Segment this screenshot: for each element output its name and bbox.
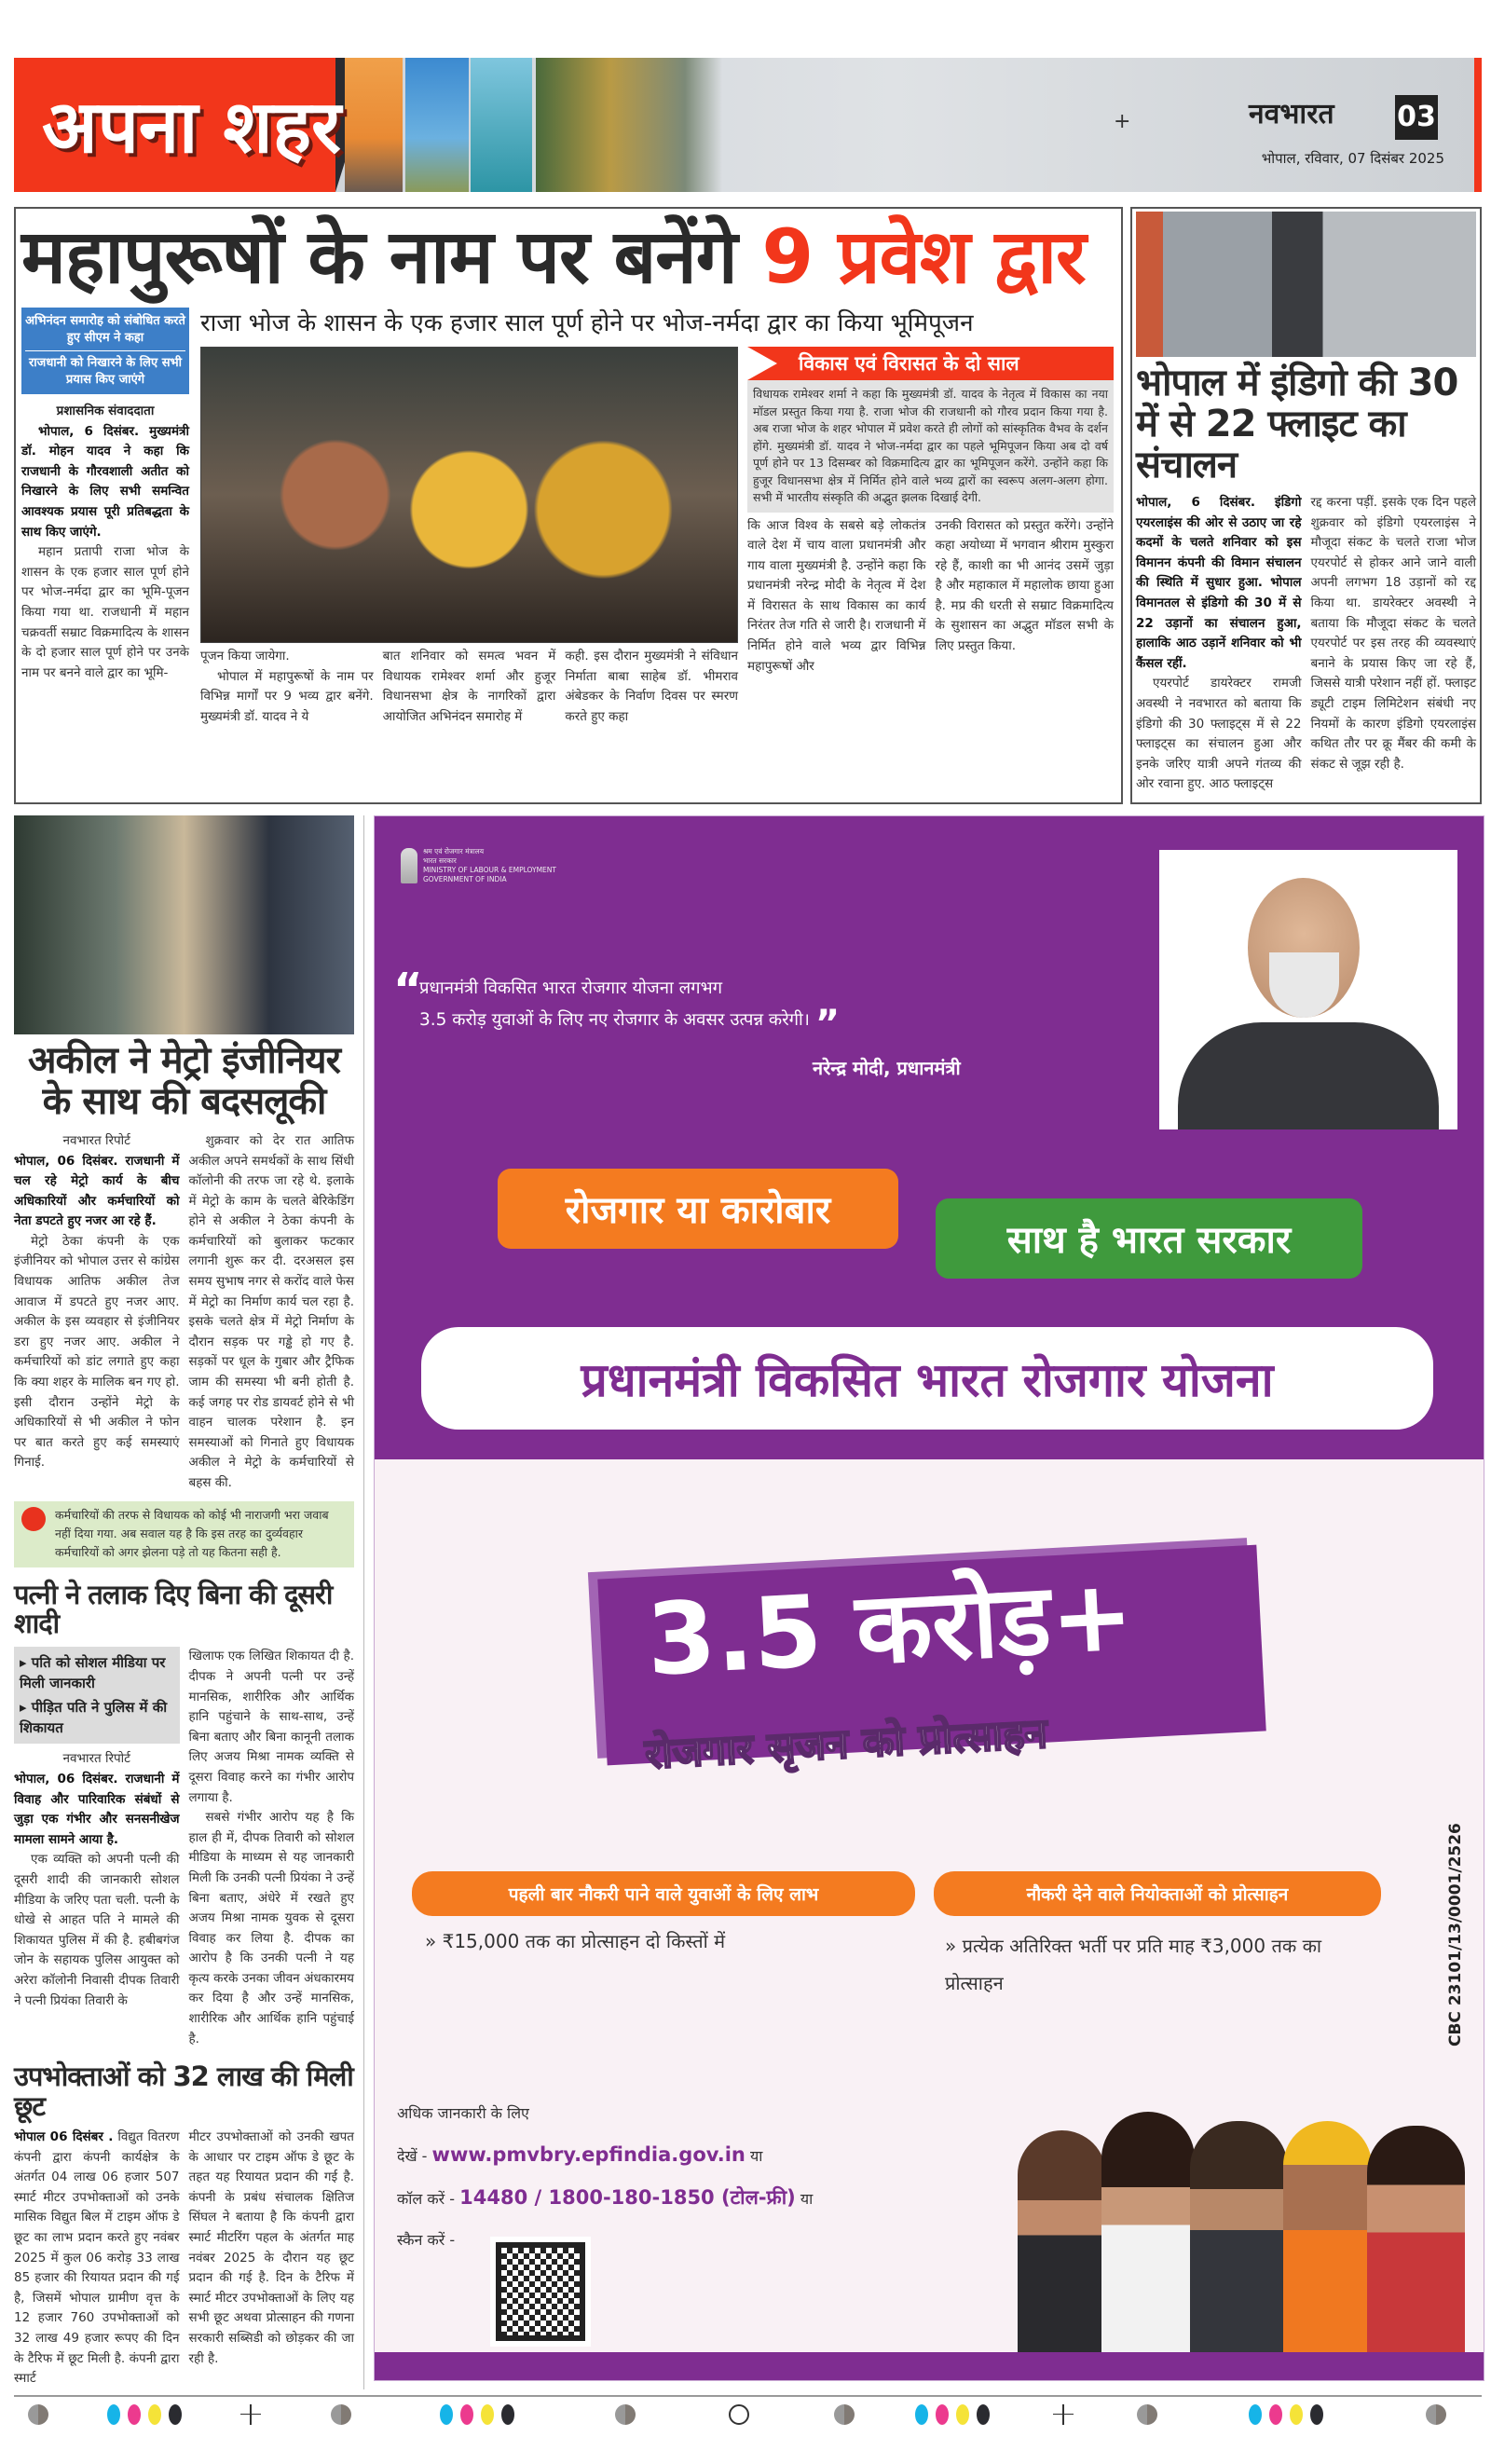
pm-modi-photo xyxy=(1159,850,1457,1129)
lead-intro: भोपाल, 6 दिसंबर. मुख्यमंत्री डॉ. मोहन यादव ने कहा कि राजधानी के गौरवशाली अतीत को निखारने के लिए सभी समन्वित आवश्यक प्रयास पूरी प्रतिबद्धता के साथ किए जाएंगे. xyxy=(21,423,189,540)
close-quote-icon: ” xyxy=(814,1002,841,1046)
development-box-header xyxy=(747,347,1114,380)
kicker-1: अभिनंदन समारोह को संबोधित करते हुए सीएम ने कहा xyxy=(25,313,185,351)
marriage-columns xyxy=(14,1647,354,2049)
marriage-col-2 xyxy=(189,1647,355,2049)
lead-body xyxy=(21,308,1114,727)
info-heading: अधिक जानकारी के लिए xyxy=(397,2103,529,2122)
lead-body-sidebar xyxy=(21,402,189,683)
marriage-para: सबसे गंभीर आरोप यह है कि हाल ही में, दीपक तिवारी को सोशल मीडिया के माध्यम से यह जानकारी मिली कि उनकी पत्नी प्रियंका ने उन्हें बिना बताए, अंधेरे में रखते हुए अजय मिश्रा नामक युवक से दूसरा विवाह कर लिया है. दीपक का आरोप है कि उनकी पत्नी ने यह कृत्य करके उनका जीवन अंधकारमय कर दिया है और उन्हें मानसिक, शारीरिक और आर्थिक हानि पहुंचाई है. xyxy=(188,1810,354,2046)
color-mark-icon xyxy=(1310,2404,1323,2425)
development-box-column xyxy=(747,347,1114,677)
development-box-title: विकास एवं विरासत के दो साल xyxy=(799,352,1019,375)
bullet-item: ▸ पति को सोशल मीडिया पर मिली जानकारी xyxy=(20,1654,166,1692)
gray-mark-icon xyxy=(28,2404,48,2425)
indigo-para: एयरपोर्ट डायरेक्टर रामजी अवस्थी ने नवभारत को बताया कि इंडिगो की 30 फ्लाइट्स में से 22 फ्लाइट्स का संचालन हुआ और इनके जरिए यात्री अपने गंतव्य की ओर रवाना हुए. आठ फ्लाइट्स xyxy=(1136,676,1302,792)
gray-mark-icon xyxy=(834,2404,855,2425)
lead-headline xyxy=(21,213,1114,300)
bullet-text: पीड़ित पति ने पुलिस में की शिकायत xyxy=(20,1699,168,1737)
color-mark-icon xyxy=(481,2404,494,2425)
color-mark-icon xyxy=(107,2404,120,2425)
or-text: या xyxy=(749,2146,763,2165)
benefit-1-title: पहली बार नौकरी पाने वाले युवाओं के लिए लाभ xyxy=(412,1871,915,1916)
website-line xyxy=(397,2134,1003,2177)
phone-line xyxy=(397,2177,1003,2220)
lead-kicker-box xyxy=(21,308,189,394)
lead-photo-column xyxy=(200,347,738,727)
open-quote-icon: “ xyxy=(393,963,423,1016)
lead-para: महान प्रतापी राजा भोज के शासन के एक हजार साल पूर्ण होने पर भोज-नर्मदा द्वार का भूमि-पूजन किया गया था. राजधानी में महान चक्रवर्ती सम्राट विक्रमादित्य के शासन के दो हजार साल पूर्ण होने पर उनके नाम पर बनने वाले द्वार का भूमि- xyxy=(21,544,189,680)
lead-col-5: उनकी विरासत को प्रस्तुत करेंगे। उन्होंने कहा अयोध्या में भगवान श्रीराम मुस्कुरा रहे हैं, काशी का भी आनंद उसमें जुड़ा है और महाकाल में महालोक छाया हुआ है. मप्र की धरती से सम्राट विक्रमादित्य के सुशासन का अद्भुत मॉडल सभी के लिए प्रस्तुत किया. xyxy=(935,517,1114,654)
lead-main-columns xyxy=(200,347,1114,727)
quote-line: प्रधानमंत्री विकसित भारत रोजगार योजना लगभग xyxy=(419,978,723,998)
lead-headline-dark: महापुरूषों के नाम पर बनेंगे xyxy=(21,213,737,300)
power-columns xyxy=(14,2128,354,2389)
gray-mark-icon xyxy=(615,2404,636,2425)
ad-footer-stripe xyxy=(375,2352,1484,2381)
color-mark-icon xyxy=(460,2404,473,2425)
gray-mark-icon xyxy=(1137,2404,1157,2425)
crosshair-icon xyxy=(1053,2404,1074,2425)
color-mark-icon xyxy=(128,2404,141,2425)
column-rule xyxy=(363,815,364,2389)
cm-felicitation-photo xyxy=(200,347,738,643)
metro-columns xyxy=(14,1131,354,1494)
bullet-text: पति को सोशल मीडिया पर मिली जानकारी xyxy=(20,1654,166,1692)
lead-col-1 xyxy=(200,647,374,727)
indigo-col-1 xyxy=(1136,493,1302,795)
lead-subheadline: राजा भोज के शासन के एक हजार साल पूर्ण होने पर भोज-नर्मदा द्वार का किया भूमिपूजन xyxy=(200,309,974,337)
youth-group-photo xyxy=(1018,2112,1465,2356)
marriage-para: एक व्यक्ति को अपनी पत्नी की दूसरी शादी की जानकारी सोशल मीडिया के जरिए पता चली. पत्नी के धोखे से आहत पति ने मामले की शिकायत पुलिस में की है. हबीबगंज जोन के सहायक पुलिस आयुक्त को अरेरा कॉलोनी निवासी दीपक तिवारी ने पत्नी प्रियंका तिवारी के xyxy=(14,1852,180,2008)
power-para: विद्युत वितरण कंपनी द्वारा कंपनी कार्यक्षेत्र के अंतर्गत 04 लाख 06 हजार 507 स्मार्ट मीटर उपभोक्ताओं को उनके मासिक विद्युत बिल में टाइम ऑफ डे छूट का लाभ प्रदान करते हुए नवंबर 2025 में कुल 06 करोड़ 33 लाख 85 हजार की रियायत प्रदान की गई है, जिसमें भोपाल ग्रामीण वृत्त के 12 हजार 760 उपभोक्ताओं को 32 लाख 49 हजार रूपए की दिन के टैरिफ में छूट मिली है. कंपनी द्वारा स्मार्ट xyxy=(14,2129,180,2387)
temple-photo xyxy=(536,58,722,192)
indigo-col-2: रद्द करना पड़ीं. इसके एक दिन पहले शुक्रवार को इंडिगो एयरलाइंस ने मौजूदा संकट के चलते राजा भोज एयरपोर्ट से होकर आने जाने वाली अपनी लगभग 18 उड़ानों को रद्द किया था. डायरेक्टर अवस्थी ने बताया कि मौजूदा संकट के चलते एयरपोर्ट पर इस तरह की व्यवस्थाएं बनाने के प्रयास किए जा रहे हैं, जिससे यात्री परेशान नहीं हों. फ्लाइट ड्यूटी टाइम लिमिटेशन संबंधी नए नियमों के कारण इंडिगो एयरलाइंस कथित तौर पर क्रू मैंबर की कमी के संकट से जूझ रही है. xyxy=(1310,495,1476,772)
see-label: देखें - xyxy=(397,2146,428,2165)
pill-bharat-sarkar: साथ है भारत सरकार xyxy=(936,1198,1362,1279)
cbc-code: CBC 23101/13/0001/2526 xyxy=(1446,1823,1465,2046)
ministry-hi: भारत सरकार xyxy=(423,856,457,865)
bullet-item: ▸ पीड़ित पति ने पुलिस में की शिकायत xyxy=(20,1699,168,1737)
masthead xyxy=(14,58,1482,192)
col-text: भोपाल में महापुरूषों के नाम पर विभिन्न मार्गों पर 9 भव्य द्वार बनेंगे. मुख्यमंत्री डॉ. यादव ने ये xyxy=(200,668,374,724)
quote-line xyxy=(419,1002,1146,1046)
color-mark-icon xyxy=(1290,2404,1303,2425)
left-column xyxy=(14,815,354,2389)
development-box-text: विधायक रामेश्वर शर्मा ने कहा कि मुख्यमंत्री डॉ. यादव के नेतृत्व में विकास का नया मॉडल प्रस्तुत किया गया है. राजा भोज की राजधानी को गौरव प्रदान किया गया है. अब राजा भोज के शहर भोपाल में प्रवेश करते ही लोगों को सांस्कृतिक वैभव के दर्शन होंगे. मुख्यमंत्री डॉ. यादव ने भोज-नर्मदा द्वार का पहले भूमिपूजन किया अब दो वर्ष पूर्ण होने पर 13 दिसम्बर को विक्रमादित्य द्वार का भूमिपूजन करेंगे. उन्होंने कहा कि हुजूर विधानसभा क्षेत्र में निर्मित होने वाले भव्य द्वारों का स्वरूप अलग-अलग होगा. सभी में भारतीय संस्कृति की अद्भुत झलक दिखाई देगी. xyxy=(747,380,1114,513)
crosshair-icon xyxy=(240,2404,261,2425)
statue-photo xyxy=(345,58,403,192)
metro-col-2: शुक्रवार को देर रात आतिफ अकील अपने समर्थकों के साथ सिंधी कॉलोनी की तरफ जा रहे थे. इलाके में मेट्रो के काम के चलते बेरिकेडिंग होने से अकील ने ठेका कंपनी के कर्मचारियों को बुलाकर फटकार लगानी शुरू कर दी. दरअसल इस समय सुभाष नगर से करोंद वाले फेस में मेट्रो का निर्माण कार्य चल रहा है. इसके चलते क्षेत्र में मेट्रो निर्माण के दौरान सड़क पर गड्ढे हो गए है. सड़कों पर धूल के गुबार और ट्रैफिक जाम की समस्या भी बनी होती है. कई जगह पर रोड डायवर्ट होने से भी वाहन चालक परेशान है. इन समस्याओं को गिनाते हुए विधायक अकील ने मेट्रो के कर्मचारियों से बहस की. xyxy=(188,1132,354,1490)
masthead-edge xyxy=(1474,58,1482,192)
ministry-logo-text xyxy=(423,847,556,884)
benefit-1-text: » ₹15,000 तक का प्रोत्साहन दो किस्तों में xyxy=(425,1929,726,1952)
pill-rozgar-karobar: रोजगार या कारोबार xyxy=(498,1169,898,1249)
gray-mark-icon xyxy=(331,2404,351,2425)
color-mark-icon xyxy=(1249,2404,1262,2425)
gray-mark-icon xyxy=(1426,2404,1446,2425)
call-label: कॉल करें - xyxy=(397,2189,456,2208)
crop-mark-icon: + xyxy=(1114,110,1131,133)
big-number: 3.5 करोड़+ xyxy=(644,1557,1137,1698)
byline: नवभारत रिपोर्ट xyxy=(62,1751,130,1767)
marriage-col-1 xyxy=(14,1647,180,2011)
power-col-2: मीटर उपभोक्ताओं को उनकी खपत के आधार पर टाइम ऑफ डे छूट के तहत यह रियायत प्रदान की गई है. कंपनी के प्रबंध संचालक क्षितिज सिंघल ने बताया है कि कंपनी द्वारा स्मार्ट मीटरिंग पहल के अंतर्गत माह नवंबर 2025 के दौरान यह छूट प्रदान की गई है. दिन के टैरिफ में स्मार्ट मीटर उपभोक्ताओं के लिए यह सभी छूट अथवा प्रोत्साहन की गणना सरकारी सब्सिडी को छोड़कर की जा रही है. xyxy=(188,2129,354,2366)
phone-number[interactable]: 14480 / 1800-180-1850 (टोल-फ्री) xyxy=(459,2185,796,2209)
ministry-en: MINISTRY OF LABOUR & EMPLOYMENT xyxy=(423,865,556,874)
lead-sidebar xyxy=(21,308,189,683)
power-headline: उपभोक्ताओं को 32 लाख की मिली छूट xyxy=(14,2060,353,2123)
page-number: 03 xyxy=(1395,95,1438,140)
metro-incident-photo xyxy=(14,815,354,1034)
quote-author: नरेन्द्र मोदी, प्रधानमंत्री xyxy=(813,1056,961,1079)
lead-col-3: कही. इस दौरान मुख्यमंत्री ने संविधान निर्माता बाबा साहेब डॉ. भीमराव अंबेडकर के निर्वाण दिवस पर स्मरण करते हुए कहा xyxy=(565,649,739,724)
indigo-columns xyxy=(1136,493,1476,795)
color-mark-icon xyxy=(148,2404,161,2425)
ministry-en: GOVERNMENT OF INDIA xyxy=(423,874,507,883)
ministry-hi: श्रम एवं रोजगार मंत्रालय xyxy=(423,846,485,856)
scan-label: स्कैन करें - xyxy=(397,2230,456,2249)
metro-col-1 xyxy=(14,1131,180,1473)
lead-col-2: बात शनिवार को समत्व भवन में विधायक रामेश्वर शर्मा और हुजूर विधानसभा क्षेत्र के नागरिकों द्वारा आयोजित अभिनंदन समारोह में xyxy=(382,649,556,724)
color-mark-icon xyxy=(915,2404,928,2425)
indigo-lead: भोपाल, 6 दिसंबर. इंडिगो एयरलाइंस की ओर से उठाए जा रहे कदमों के चलते शनिवार को इस विमानन कंपनी की विमान संचालन की स्थिति में सुधार हुआ. भोपाल विमानतल से इंडिगो की 30 में से 22 उड़ानों का संचालन हुआ, हालाकि आठ उड़ानें शनिवार को भी कैंसल रहीं. xyxy=(1136,495,1302,671)
airport-photo xyxy=(1136,212,1476,357)
lead-headline-red: 9 प्रवेश द्वार xyxy=(761,213,1086,300)
power-lead: भोपाल 06 दिसंबर . xyxy=(14,2129,114,2145)
page-content xyxy=(14,207,1482,2434)
marriage-para: खिलाफ एक लिखित शिकायत दी है. दीपक ने अपनी पत्नी पर उन्हें मानसिक, शारीरिक और आर्थिक हानि पहुंचाने के साथ-साथ, उन्हें बिना बताए और बिना कानूनी तलाक लिए अजय मिश्रा नामक व्यक्ति से दूसरा विवाह करने का गंभीर आरोप लगाया है. xyxy=(188,1649,354,1805)
color-mark-icon xyxy=(169,2404,182,2425)
paper-name: नवभारत xyxy=(1249,98,1334,130)
byline: प्रशासनिक संवाददाता xyxy=(56,404,155,418)
lead-col-4: कि आज विश्व के सबसे बड़े लोकतंत्र वाले देश में चाय वाला प्रधानमंत्री और गाय वाला मुख्यमंत्री है. उन्होंने कहा कि प्रधानमंत्री नरेन्द्र मोदी के नेतृत्व में देश में विरासत के साथ विकास का कार्य निरंतर तेज गति से जारी है। राजधानी में निर्मित होने वाले भव्य द्वार विभिन्न महापुरूषों और xyxy=(747,517,926,674)
play-arrow-icon xyxy=(747,347,777,380)
pm-quote xyxy=(419,973,1146,1046)
indigo-headline: भोपाल में इंडिगो की 30 में से 22 फ्लाइट का संचालन xyxy=(1136,362,1458,486)
or-text: या xyxy=(800,2189,814,2208)
marriage-bullets xyxy=(14,1647,180,1744)
pmvbry-advertisement xyxy=(374,815,1484,2381)
registration-marks xyxy=(0,2397,1482,2434)
bottom-row xyxy=(14,815,1482,2389)
top-row xyxy=(14,207,1482,804)
col-text: पूजन किया जायेगा. xyxy=(200,649,290,664)
color-mark-icon xyxy=(1269,2404,1282,2425)
mosque-photo xyxy=(405,58,469,192)
marriage-col-1-text xyxy=(14,1749,180,2011)
lead-photo-columns xyxy=(200,647,738,727)
scheme-name: प्रधानमंत्री विकसित भारत रोजगार योजना xyxy=(421,1327,1433,1430)
lake-photo xyxy=(471,58,532,192)
byline: नवभारत रिपोर्ट xyxy=(62,1132,130,1148)
metro-para: मेट्रो ठेका कंपनी के एक इंजीनियर को भोपाल उत्तर से कांग्रेस विधायक आतिफ अकील तेज आवाज में डपटते हुए नजर आए. अकील के इस व्यवहार से इंजीनियर डरा हुए नजर आए. अकील ने कर्मचारियों को डांट लगाते हुए कहा कि क्या शहर के मालिक बन गए हो. इसी दौरान उन्होंने मेट्रो के अधिकारियों से भी अकील ने फोन पर बात करते हुए कई समस्याएं गिनाई. xyxy=(14,1233,180,1471)
color-mark-icon xyxy=(440,2404,453,2425)
development-columns xyxy=(747,516,1114,678)
marriage-lead: भोपाल, 06 दिसंबर. राजधानी में विवाह और पारिवारिक संबंधों से जुड़ा एक गंभीर और सनसनीखेज मामला सामने आया है. xyxy=(14,1771,180,1847)
kicker-2: राजधानी को निखारने के लिए सभी प्रयास किए जाएंगे xyxy=(28,356,183,387)
target-mark-icon xyxy=(729,2404,749,2425)
power-col-1 xyxy=(14,2128,180,2389)
website-link[interactable]: www.pmvbry.epfindia.gov.in xyxy=(431,2142,746,2166)
contact-info xyxy=(397,2093,1003,2261)
metro-quote: कर्मचारियों की तरफ से विधायक को कोई भी नाराजगी भरा जवाब नहीं दिया गया. अब सवाल यह है कि इस तरह का दुर्व्यवहार कर्मचारियों को अगर झेलना पड़े तो यह कितना सही है. xyxy=(55,1507,329,1559)
lead-story xyxy=(14,207,1123,804)
color-mark-icon xyxy=(977,2404,990,2425)
color-mark-icon xyxy=(936,2404,949,2425)
dateline: भोपाल, रविवार, 07 दिसंबर 2025 xyxy=(1261,150,1444,167)
section-title: अपना शहर xyxy=(42,86,341,170)
benefit-2-text: » प्रत्येक अतिरिक्त भर्ती पर प्रति माह ₹3,000 तक का प्रोत्साहन xyxy=(945,1934,1322,1994)
quote-line-text: 3.5 करोड़ युवाओं के लिए नए रोजगार के अवसर उत्पन्न करेगी। xyxy=(419,1009,810,1030)
big-subtitle: रोजगार सृजन को प्रोत्साहन xyxy=(643,1709,1049,1779)
marriage-headline: पत्नी ने तलाक दिए बिना की दूसरी शादी xyxy=(14,1578,333,1640)
metro-quote-box xyxy=(14,1501,354,1567)
metro-headline: अकील ने मेट्रो इंजीनियर के साथ की बदसलूकी xyxy=(28,1038,340,1123)
color-mark-icon xyxy=(956,2404,969,2425)
quote-icon xyxy=(21,1507,46,1531)
national-emblem-icon xyxy=(401,848,417,883)
metro-lead: भोपाल, 06 दिसंबर. राजधानी में चल रहे मेट्रो कार्य के बीच अधिकारियों और कर्मचारियों को नेता डपटते हुए नजर आ रहे हैं. xyxy=(14,1153,180,1229)
indigo-story xyxy=(1130,207,1482,804)
benefit-2-title: नौकरी देने वाले नियोक्ताओं को प्रोत्साहन xyxy=(934,1871,1381,1916)
lead-main xyxy=(200,308,1114,727)
color-mark-icon xyxy=(501,2404,514,2425)
